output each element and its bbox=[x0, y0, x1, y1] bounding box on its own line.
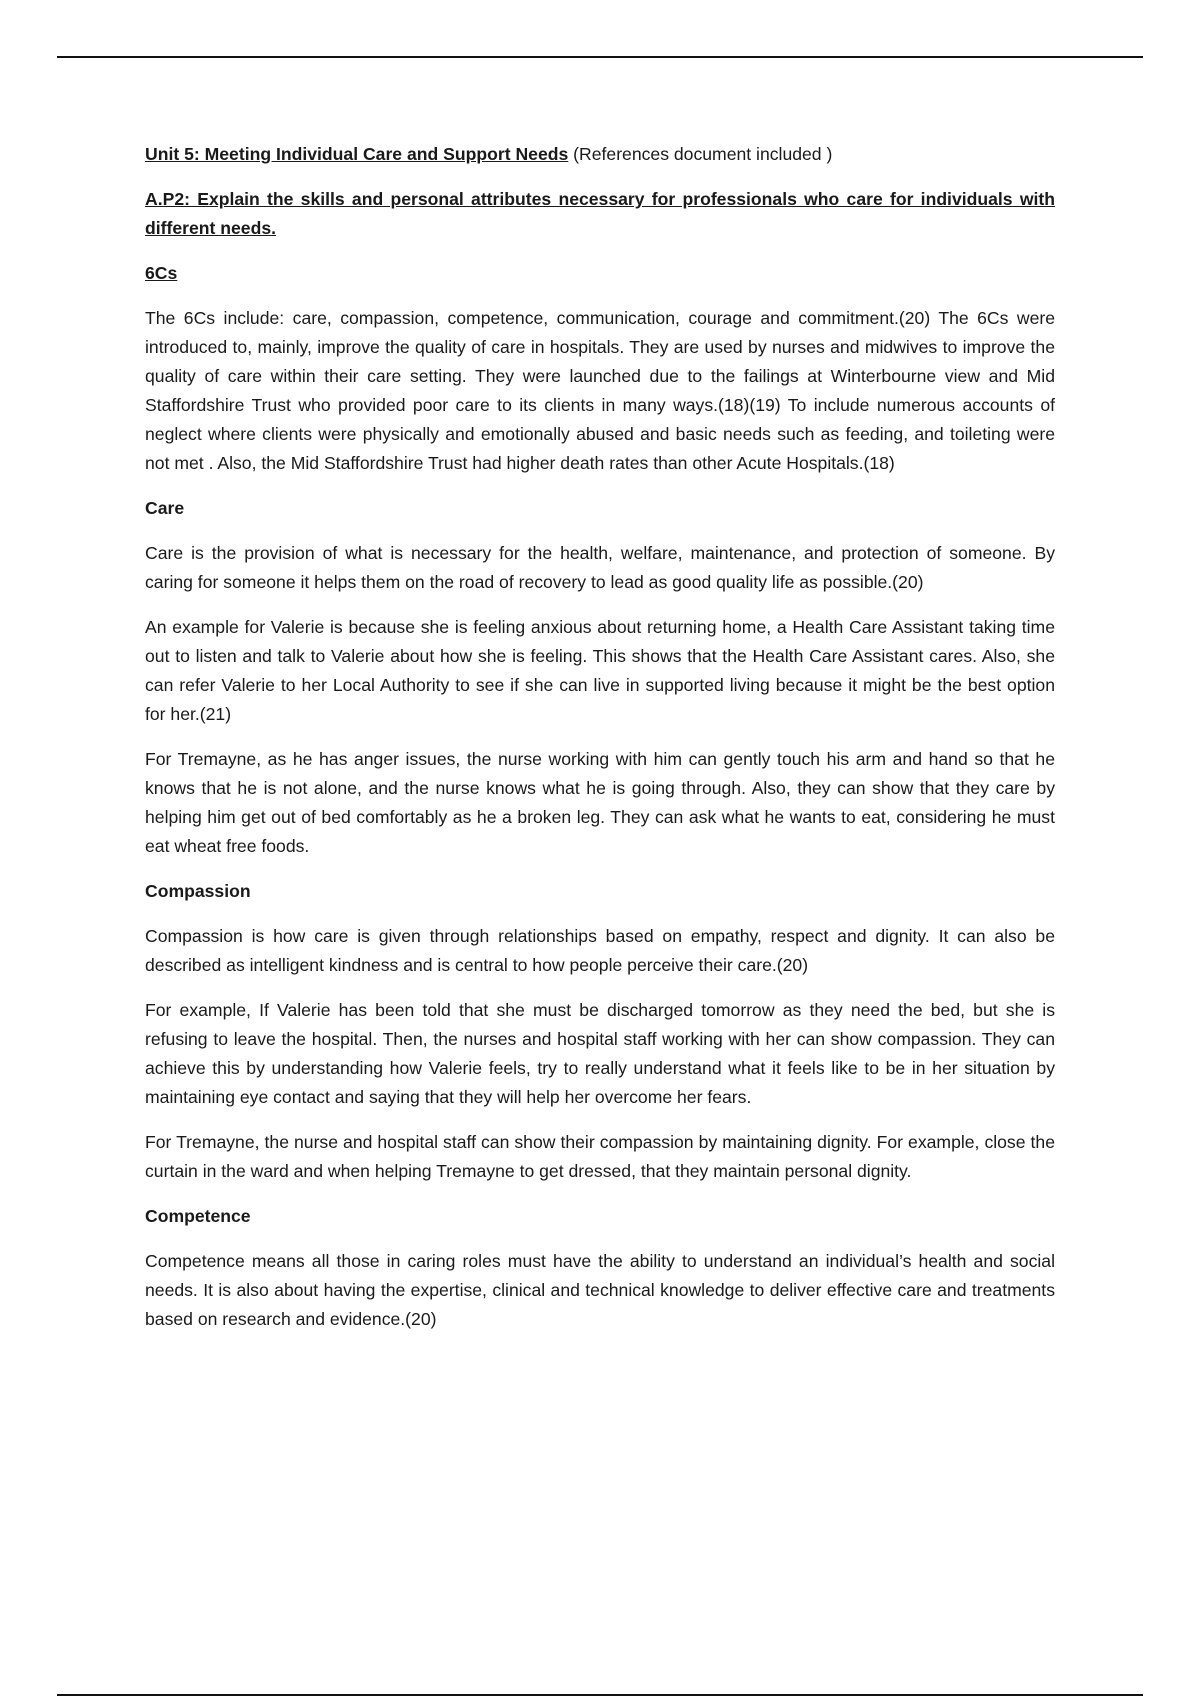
assignment-heading: A.P2: Explain the skills and personal attributes necessary for professionals who care for individuals with different needs. bbox=[145, 189, 1055, 238]
paragraph-6cs: The 6Cs include: care, compassion, competence, communication, courage and commitment.(20) The 6Cs were introduced to, mainly, improve the quality of care in hospitals. They are used by nurses and midwives to improve the quality of care within their care setting. They were launched due to the failings at Winterbourne view and Mid Staffordshire Trust who provided poor care to its clients in many ways.(18)(19) To include numerous accounts of neglect where clients were physically and emotionally abused and basic needs such as feeding, and toileting were not met . Also, the Mid Staffordshire Trust had higher death rates than other Acute Hospitals.(18) bbox=[145, 308, 1055, 473]
paragraph-competence-1: Competence means all those in caring roles must have the ability to understand an individual’s health and social needs. It is also about having the expertise, clinical and technical knowledge to deliver effective care and treatments based on research and evidence.(20) bbox=[145, 1251, 1055, 1329]
document-title-line bbox=[145, 140, 1055, 169]
paragraph-compassion-3: For Tremayne, the nurse and hospital staff can show their compassion by maintaining dignity. For example, close the curtain in the ward and when helping Tremayne to get dressed, that they maintain personal dignity. bbox=[145, 1132, 1055, 1181]
section-heading-care: Care bbox=[145, 498, 185, 518]
paragraph-care-2: An example for Valerie is because she is feeling anxious about returning home, a Health Care Assistant taking time out to listen and talk to Valerie about how she is feeling. This shows that the Health Care Assistant cares. Also, she can refer Valerie to her Local Authority to see if she can live in supported living because it might be the best option for her.(21) bbox=[145, 617, 1055, 724]
document-body bbox=[145, 140, 1055, 1350]
section-heading-compassion: Compassion bbox=[145, 881, 251, 901]
paragraph-compassion-2: For example, If Valerie has been told that she must be discharged tomorrow as they need the bed, but she is refusing to leave the hospital. Then, the nurses and hospital staff working with her can show compassion. They can achieve this by understanding how Valerie feels, try to really understand what it feels like to be in her situation by maintaining eye contact and saying that they will help her overcome her fears. bbox=[145, 1000, 1055, 1107]
document-title: Unit 5: Meeting Individual Care and Support Needs bbox=[145, 144, 569, 164]
paragraph-compassion-1: Compassion is how care is given through relationships based on empathy, respect and dignity. It can also be described as intelligent kindness and is central to how people perceive their care.(20) bbox=[145, 926, 1055, 975]
section-heading-competence: Competence bbox=[145, 1206, 251, 1226]
paragraph-care-3: For Tremayne, as he has anger issues, the nurse working with him can gently touch his arm and hand so that he knows that he is not alone, and the nurse knows what he is going through. Also, they can show that they care by helping him get out of bed comfortably as he a broken leg. They can ask what he wants to eat, considering he must eat wheat free foods. bbox=[145, 749, 1055, 856]
footer-rule bbox=[57, 1694, 1143, 1696]
document-title-note: (References document included ) bbox=[573, 144, 833, 164]
paragraph-care-1: Care is the provision of what is necessary for the health, welfare, maintenance, and protection of someone. By caring for someone it helps them on the road of recovery to lead as good quality life as possible.(20) bbox=[145, 543, 1055, 592]
section-heading-6cs: 6Cs bbox=[145, 263, 178, 283]
header-rule bbox=[57, 56, 1143, 58]
